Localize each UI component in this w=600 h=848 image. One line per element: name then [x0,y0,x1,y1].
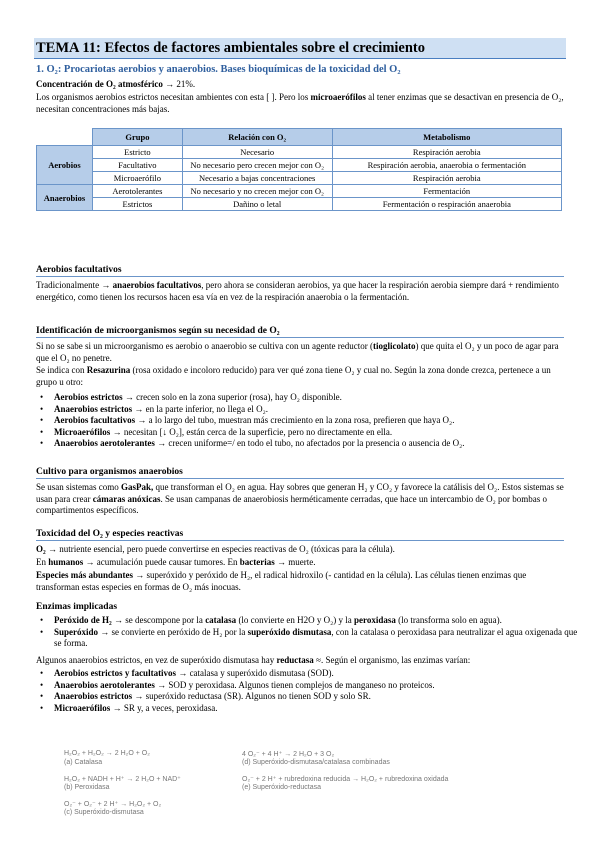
enz-text-2: ≈. Según el organismo, las enzimas varían: [316,655,471,665]
table-row [37,198,562,211]
enz-paragraph [36,655,564,667]
table-row [37,172,562,185]
item-text: → SR y, a veces, peroxidasa. [112,702,218,713]
list-item [54,415,582,427]
col-header: Relación con O₂ [182,129,332,146]
table-cell: Aerotolerantes [92,185,182,198]
tox-bold-4: Especies más abundantes [36,570,134,580]
ident-bold-2: Resazurina [86,365,131,375]
item-bold: Anaerobios estrictos [54,691,133,701]
intro-bold: microaerófilos [310,92,366,102]
oxygen-groups-table [36,128,562,211]
o2-concentration [36,79,564,91]
item-bold: Aerobios estrictos [54,392,123,402]
caption-d: (d) Superóxido-dismutasa/catalasa combinadas [242,759,390,766]
cultivo-paragraph [36,482,564,517]
table-row [37,185,562,198]
identificacion-heading: Identificación de microorganismos según su necesidad de O₂ [36,325,564,338]
reaction-a: H₂O₂ + H₂O₂ → 2 H₂O + O₂ [64,750,150,757]
reaction-e: O₂⁻ + 2 H⁺ + rubredoxina reducida → H₂O₂ + rubredoxina oxidada [242,776,449,783]
table-cell: Dañino o letal [182,198,332,211]
enzimas-list [36,615,582,650]
item-text: → necesitan [↓ O₂], están cerca de la superficie, pero no directamente en ella. [112,426,393,437]
table-cell: No necesario pero crecen mejor con O₂ [182,159,332,172]
tox-text-2: En [36,557,46,567]
table-row [37,146,562,159]
item-bold: Anaerobios aerotolerantes [54,679,155,690]
tox-bold-2: humanos [48,557,84,567]
ident-paragraph-1 [36,341,564,364]
fac-text: Tradicionalmente → [36,280,111,290]
list-item [54,427,582,439]
item-text: , con la catalasa o peroxidasa para neutralizar el agua oxigenada que se forma. [54,626,578,648]
group-anaerobios: Anaerobios [37,185,93,211]
item-bold: Anaerobios estrictos [54,403,133,414]
tox-text-4: → muerte. [276,557,316,567]
item-bold: Microaerófilos [54,702,111,713]
item-bold: peroxidasa [354,615,396,625]
table-cell: Estricto [92,146,182,159]
ident-paragraph-2 [36,365,564,388]
page-title: TEMA 11: Efectos de factores ambientales sobre el crecimiento [36,40,426,56]
item-text: → crecen solo en la zona superior (rosa), hay O₂ disponible. [124,392,342,402]
list-item [54,680,582,692]
cultivo-heading: Cultivo para organismos anaerobios [36,466,564,479]
ident-text-2: ) que quita el O₂ y un poco de agar para que el O₂ no penetre. [36,341,559,363]
ident-list [36,392,582,450]
table-corner [37,129,93,146]
tox-text-3: → acumulación puede causar tumores. En [85,557,238,567]
item-text: (lo convierte en H2O y O₂) y la [238,615,352,625]
item-text: → catalasa y superóxido dismutasa (SOD). [178,668,334,678]
table-cell: Fermentación o respiración anaerobia [332,198,561,211]
cultivo-bold: GasPak, [121,482,154,492]
enz-bold: reductasa [276,655,314,665]
tox-line-1 [36,544,564,556]
tox-line-2 [36,557,564,569]
ident-text-3: Se indica con [36,365,85,375]
caption-e: (e) Superóxido-reductasa [242,784,321,791]
item-bold: superóxido dismutasa [247,626,332,637]
reaction-c: O₂⁻ + O₂⁻ + 2 H⁺ → H₂O₂ + O₂ [64,801,162,808]
item-text: → en la parte inferior, no llega el O₂. [134,403,269,414]
facultativos-paragraph [36,280,564,303]
table-cell: Facultativo [92,159,182,172]
tox-text: → nutriente esencial, pero puede convertirse en especies reactivas de O₂ (tóxicas para la célula). [47,544,395,554]
table-cell: Microaerófilo [92,172,182,185]
caption-a: (a) Catalasa [64,759,103,766]
item-bold: Superóxido [54,626,99,637]
cultivo-text-3: . Se usan campanas de anaerobiosis herméticamente cerradas, que hace un intercambio de O₂ por bombas o compartimentos específicos. [36,493,547,515]
enzimas-heading: Enzimas implicadas [36,602,118,612]
list-item [54,668,582,680]
title-bar [34,38,566,59]
cultivo-text-2: que transforman el O₂ en agua. Hay sobres que generan H₂ y CO₂ y favorece la catálisis del O₂. Estos sistemas se usan para crear [36,482,564,504]
table-cell: Necesario a bajas concentraciones [182,172,332,185]
section-heading: 1. O₂: Procariotas aerobios y anaerobios. Bases bioquímicas de la toxicidad del O₂ [36,64,401,75]
tox-bold: O₂ [36,544,46,554]
table-cell: No necesario y no crecen mejor con O₂ [182,185,332,198]
item-text: (lo transforma solo en agua). [398,615,502,625]
caption-c: (c) Superóxido-dismutasa [64,809,144,816]
tox-text-5: → superóxido y peróxido de H₂, el radical hidroxilo (- cantidad en la célula). Las células tienen enzimas que transforman estas especies en formas de O₂ más inocuas. [36,570,527,592]
intro-paragraph [36,92,564,115]
enz-text: Algunos anaerobios estrictos, en vez de superóxido dismutasa hay [36,655,275,665]
table-cell: Necesario [182,146,332,159]
item-text: → se descompone por la [113,615,203,625]
group-aerobios: Aerobios [37,146,93,185]
item-bold: Anaerobios aerotolerantes [54,438,155,448]
table-cell: Respiración aerobia [332,146,561,159]
facultativos-heading: Aerobios facultativos [36,264,564,277]
list-item [54,615,582,627]
item-bold: Aerobios estrictos y facultativos [54,668,177,678]
table-header-row [37,129,562,146]
table-cell: Estrictos [92,198,182,211]
item-bold: Peróxido de H₂ [54,615,112,625]
col-header: Metabolismo [332,129,561,146]
col-header: Grupo [92,129,182,146]
table-cell: Fermentación [332,185,561,198]
conc-label: Concentración de O₂ atmosférico → [36,79,175,89]
ident-text-4: (rosa oxidado e incoloro reducido) para ver qué zona tiene O₂ y cual no. Según la zona donde crezca, pertenece a un grupo u otro: [36,365,551,387]
tox-bold-3: bacterias [239,557,275,567]
item-text: → se convierte en peróxido de H₂ por la [100,626,246,637]
item-text: → crecen uniforme=/ en todo el tubo, no afectados por la presencia o ausencia de O₂. [157,438,465,448]
cultivo-text: Se usan sistemas como [36,482,119,492]
list-item [54,703,582,715]
conc-value: 21%. [176,79,196,89]
fac-text-2: , pero ahora se consideran aerobios, ya que hacer la respiración aerobia siempre dará + rendimiento energético, como tienen los recursos hacen esa vía en vez de la respiración anaerobia o la fermentación. [36,280,559,302]
reaction-d: 4 O₂⁻ + 4 H⁺ → 2 H₂O + 3 O₂ [242,751,335,758]
list-item [54,691,582,703]
intro-text: Los organismos aerobios estrictos necesitan ambientes con esta [ ]. Pero los [36,92,309,102]
toxicidad-heading: Toxicidad del O₂ y especies reactivas [36,528,564,541]
tox-line-3 [36,570,564,593]
fac-bold: anaerobios facultativos [112,280,202,290]
item-bold: catalasa [205,615,237,625]
ident-bold: tioglicolato [373,341,416,351]
list-item [54,404,582,416]
item-bold: Microaerófilos [54,426,111,437]
caption-b: (b) Peroxidasa [64,784,110,791]
enzyme-reactions-figure [64,750,554,840]
intro-text-2: al tener enzimas que se desactivan en presencia de O₂, necesitan concentraciones más bajas. [36,92,564,114]
item-text: → superóxido reductasa (SR). Algunos no tienen SOD y solo SR. [134,691,371,701]
item-text: → a lo largo del tubo, muestran más crecimiento en la zona rosa, prefieren que haya O₂. [137,415,455,425]
table-cell: Respiración aerobia, anaerobia o fermentación [332,159,561,172]
ident-text: Si no se sabe si un microorganismo es aerobio o anaerobio se cultiva con un agente reductor ( [36,341,373,351]
list-item [54,627,582,650]
list-item [54,438,582,450]
table-cell: Respiración aerobia [332,172,561,185]
list-item [54,392,582,404]
item-text: → SOD y peroxidasa. Algunos tienen complejos de manganeso no proteicos. [157,679,435,690]
enzimas-organism-list [36,668,582,714]
cultivo-bold-2: cámaras anóxicas [92,493,161,504]
reaction-b: H₂O₂ + NADH + H⁺ → 2 H₂O + NAD⁺ [64,776,181,783]
item-bold: Aerobios facultativos [54,415,136,425]
table-row [37,159,562,172]
